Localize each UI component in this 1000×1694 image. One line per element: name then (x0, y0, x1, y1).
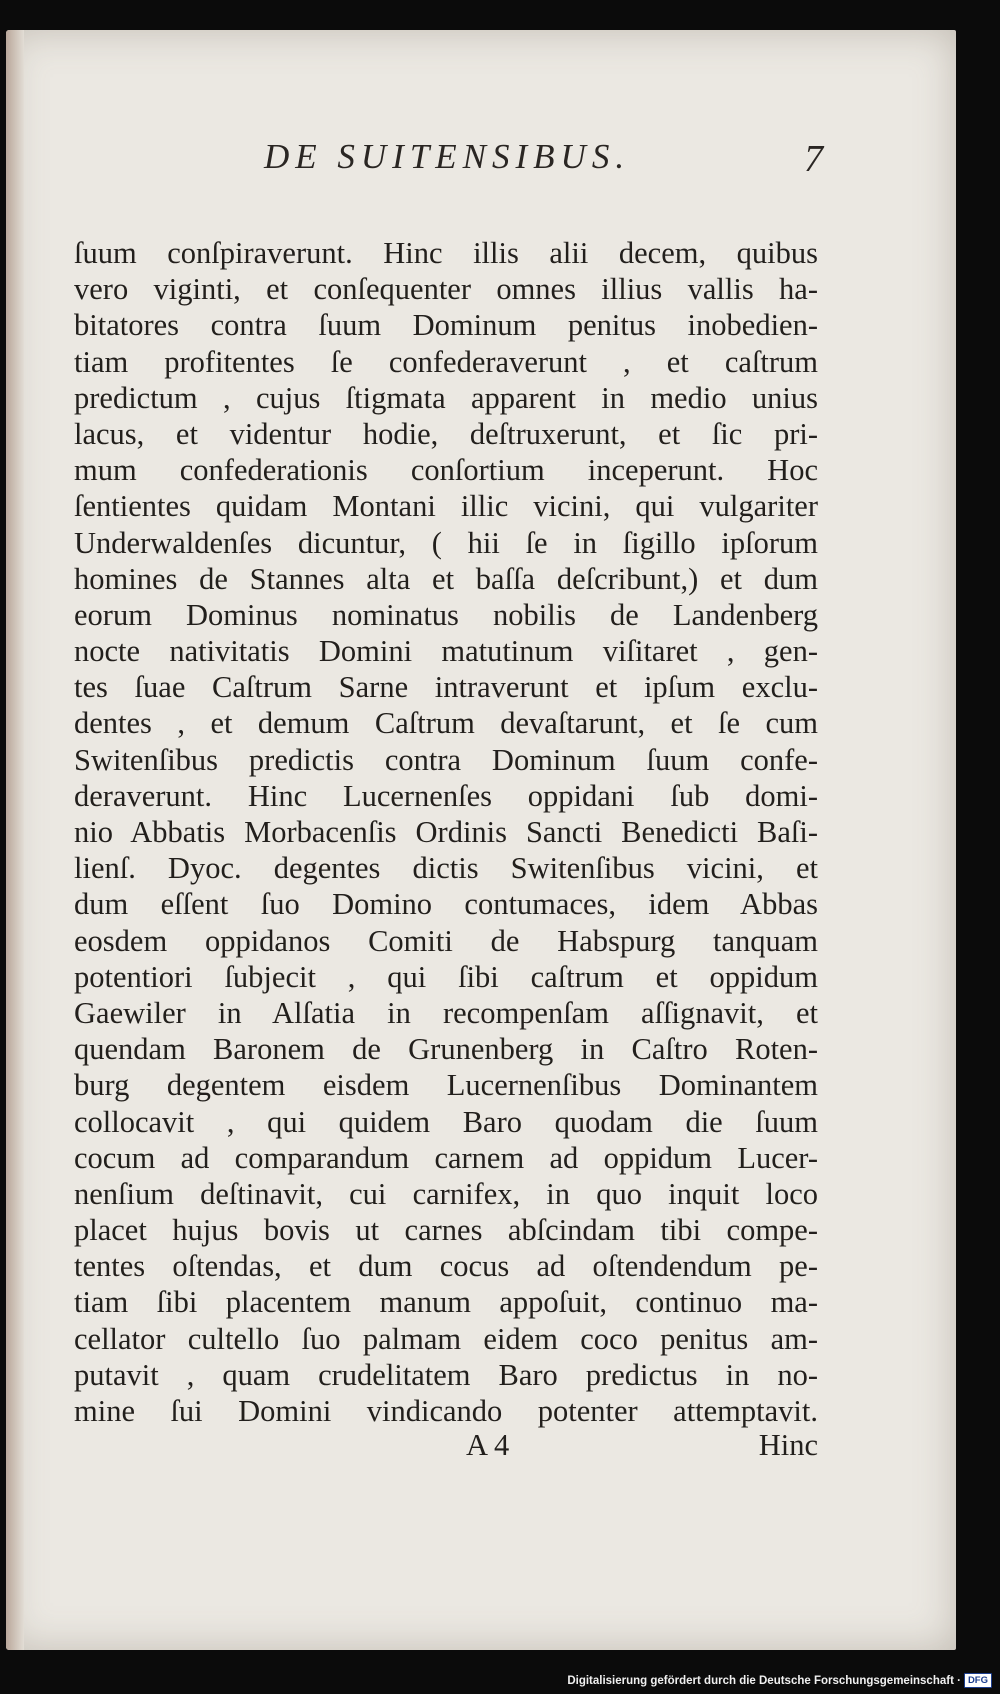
text-line: cocum ad comparandum carnem ad oppidum Lucer- (74, 1140, 818, 1175)
text-line: dentes , et demum Caſtrum devaſtarunt, et ſe cum (74, 706, 818, 741)
text-line: lienſ. Dyoc. degentes dictis Switenſibus vicini, et (74, 851, 818, 886)
text-line: tiam profitentes ſe confederaverunt , et caſtrum (74, 344, 818, 379)
digitization-credit (567, 1673, 992, 1688)
body-text (74, 235, 818, 1429)
text-line: collocavit , qui quidem Baro quodam die ſuum (74, 1104, 818, 1139)
text-line: tentes oſtendas, et dum cocus ad oſtendendum pe- (74, 1249, 818, 1284)
text-line: bitatores contra ſuum Dominum penitus inobedien- (74, 308, 818, 343)
text-line: placet hujus bovis ut carnes abſcindam tibi compe- (74, 1213, 818, 1248)
text-line: Gaewiler in Alſatia in recompenſam aſſignavit, et (74, 995, 818, 1030)
credit-text: Digitalisierung gefördert durch die Deutsche Forschungsgemeinschaft · (567, 1674, 961, 1687)
text-line: ſuum conſpiraverunt. Hinc illis alii decem, quibus (74, 236, 818, 270)
text-line: nio Abbatis Morbacenſis Ordinis Sancti Benedicti Baſi- (74, 815, 818, 849)
text-line: putavit , quam crudelitatem Baro predictus in no- (74, 1357, 818, 1392)
text-line: mine ſui Domini vindicando potenter attemptavit. (74, 1394, 818, 1428)
text-line: ſentientes quidam Montani illic vicini, qui vulgariter (74, 489, 818, 524)
text-line: burg degentem eisdem Lucernenſibus Dominantem (74, 1068, 818, 1103)
dfg-logo: DFG (964, 1673, 992, 1688)
text-line: eosdem oppidanos Comiti de Habspurg tanquam (74, 923, 818, 958)
book-page (6, 30, 956, 1650)
text-line: mum confederationis conſortium inceperunt. Hoc (74, 453, 818, 488)
text-line: Underwaldenſes dicuntur, ( hii ſe in ſigillo ipſorum (74, 525, 818, 560)
page-number: 7 (804, 138, 823, 180)
page-gutter (6, 30, 24, 1650)
catchword: Hinc (758, 1428, 818, 1462)
text-line: Switenſibus predictis contra Dominum ſuum confe- (74, 742, 818, 777)
text-line: dum eſſent ſuo Domino contumaces, idem Abbas (74, 887, 818, 922)
text-line: vero viginti, et conſequenter omnes illius vallis ha- (74, 272, 818, 307)
text-line: potentiori ſubjecit , qui ſibi caſtrum et oppidum (74, 959, 818, 994)
text-line: nenſium deſtinavit, cui carnifex, in quo inquit loco (74, 1176, 818, 1211)
text-line: tiam ſibi placentem manum appoſuit, continuo ma- (74, 1285, 818, 1320)
running-head: DE SUITENSIBUS. (264, 137, 631, 176)
text-line: deraverunt. Hinc Lucernenſes oppidani ſub domi- (74, 778, 818, 813)
text-line: predictum , cujus ſtigmata apparent in medio unius (74, 380, 818, 415)
page-footer (74, 1428, 818, 1468)
text-line: nocte nativitatis Domini matutinum viſitaret , gen- (74, 634, 818, 669)
text-line: quendam Baronem de Grunenberg in Caſtro Roten- (74, 1032, 818, 1067)
text-line: homines de Stannes alta et baſſa deſcribunt,) et dum (74, 561, 818, 596)
text-line: lacus, et videntur hodie, deſtruxerunt, et ſic pri- (74, 416, 818, 451)
text-line: cellator cultello ſuo palmam eidem coco penitus am- (74, 1321, 818, 1356)
text-line: eorum Dominus nominatus nobilis de Landenberg (74, 597, 818, 632)
signature-mark: A 4 (466, 1428, 510, 1462)
text-line: tes ſuae Caſtrum Sarne intraverunt et ipſum exclu- (74, 670, 818, 705)
